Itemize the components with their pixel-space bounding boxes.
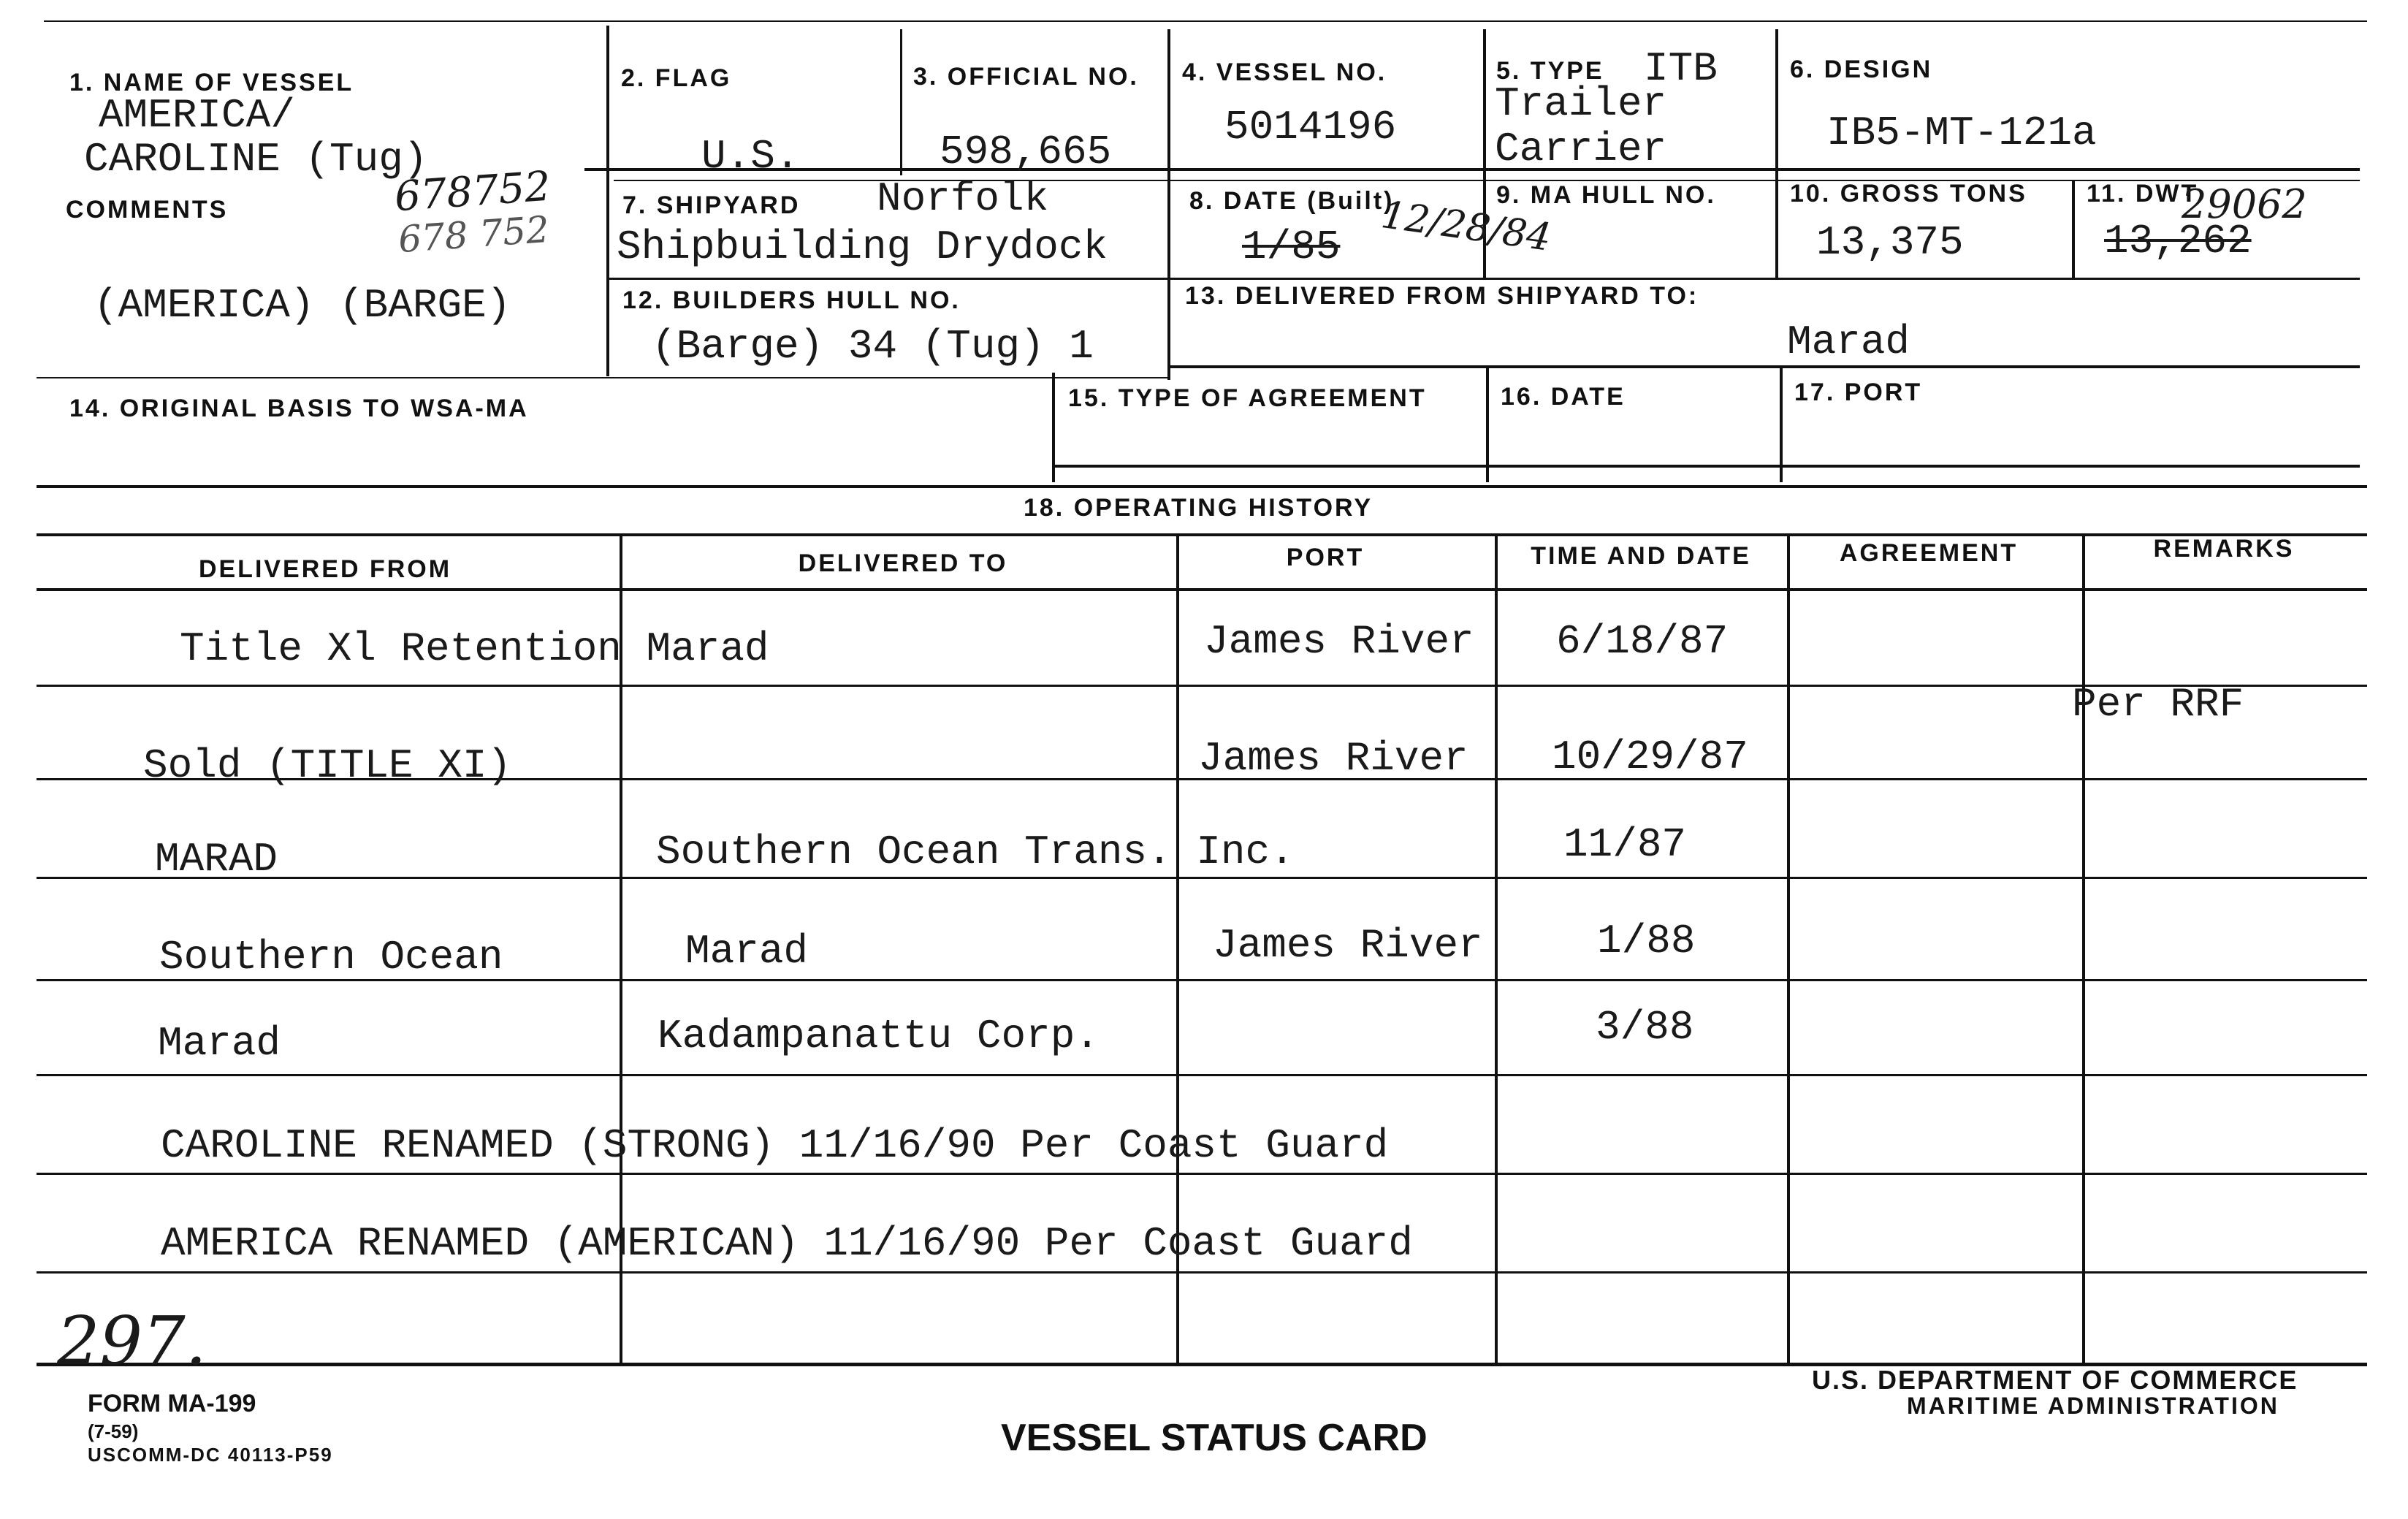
delivered-to-value: Marad xyxy=(1787,319,1910,365)
gross-tons-value: 13,375 xyxy=(1816,219,1964,266)
header-agreement: AGREEMENT xyxy=(1839,539,2019,567)
history-row-4-from: Southern Ocean xyxy=(159,934,503,981)
vrule-a xyxy=(606,26,609,376)
card-title: VESSEL STATUS CARD xyxy=(1001,1417,1428,1459)
flag-value: U.S. xyxy=(701,133,800,180)
history-row-1-port: James River xyxy=(1204,618,1474,665)
history-row-2-port: James River xyxy=(1198,735,1468,782)
header-delivered-from: DELIVERED FROM xyxy=(198,555,452,583)
rule-row4 xyxy=(37,485,2367,488)
date-built-handwritten: 12/28/84 xyxy=(1378,193,1554,260)
form-number: FORM MA-199 xyxy=(88,1390,256,1417)
builders-hull-no-value: (Barge) 34 (Tug) 1 xyxy=(652,323,1094,370)
comments-typed: (AMERICA) (BARGE) xyxy=(94,282,511,329)
rule-row1 xyxy=(584,168,2360,171)
rule-h5 xyxy=(37,1074,2367,1076)
header-delivered-to: DELIVERED TO xyxy=(798,549,1008,577)
vrule-b xyxy=(900,29,902,175)
history-row-2-remarks: Per RRF xyxy=(2072,681,2244,728)
label-type-of-agreement: 15. TYPE OF AGREEMENT xyxy=(1068,384,1427,412)
vrule-f xyxy=(2072,180,2075,278)
label-ma-hull-no: 9. MA HULL NO. xyxy=(1496,181,1716,209)
rule-h7 xyxy=(37,1271,2367,1274)
label-operating-history: 18. OPERATING HISTORY xyxy=(1023,494,1373,522)
label-shipyard: 7. SHIPYARD xyxy=(622,191,801,219)
label-vessel-no: 4. VESSEL NO. xyxy=(1182,58,1387,86)
history-row-5-to: Kadampanattu Corp. xyxy=(658,1013,1100,1059)
comments-handwritten-2: 678 752 xyxy=(397,208,551,262)
history-row-4-date: 1/88 xyxy=(1597,918,1696,964)
comments-handwritten-1: 678752 xyxy=(392,162,552,221)
rule-h3 xyxy=(37,877,2367,879)
form-uscomm: USCOMM-DC 40113-P59 xyxy=(88,1444,333,1466)
vessel-name-line1: AMERICA/ xyxy=(99,92,295,139)
label-official-no: 3. OFFICIAL NO. xyxy=(913,63,1139,91)
history-row-1-text: Title Xl Retention Marad xyxy=(180,625,769,672)
dwt-handwritten: 29062 xyxy=(2182,181,2307,227)
shipyard-line1: Norfolk xyxy=(877,175,1049,222)
vrule-hist-5 xyxy=(2082,533,2085,1366)
history-row-4-port: James River xyxy=(1213,922,1483,969)
vrule-g xyxy=(1052,373,1055,482)
label-design: 6. DESIGN xyxy=(1790,56,1933,83)
type-value-line1: ITB xyxy=(1644,45,1718,92)
history-row-2-text: Sold (TITLE XI) xyxy=(143,742,512,789)
history-row-5-date: 3/88 xyxy=(1596,1004,1694,1051)
top-rule xyxy=(44,20,2367,22)
vrule-i xyxy=(1780,365,1783,482)
rule-row2 xyxy=(606,278,2360,280)
vessel-name-line2: CAROLINE (Tug) xyxy=(84,136,428,183)
label-port: 17. PORT xyxy=(1794,378,1923,406)
history-row-1-date: 6/18/87 xyxy=(1556,618,1729,665)
vrule-hist-4 xyxy=(1787,533,1790,1366)
history-row-3-date: 11/87 xyxy=(1563,821,1687,868)
type-value-line2: Trailer xyxy=(1495,80,1667,127)
label-delivered-from-shipyard-to: 13. DELIVERED FROM SHIPYARD TO: xyxy=(1185,282,1699,310)
history-row-4-to: Marad xyxy=(685,928,809,975)
official-no-value: 598,665 xyxy=(940,129,1112,175)
label-date-built: 8. DATE (Built) xyxy=(1189,187,1395,215)
rule-row3-left xyxy=(37,377,1169,378)
vrule-c xyxy=(1167,29,1170,380)
rule-h1 xyxy=(37,685,2367,687)
rule-history-top xyxy=(37,533,2367,536)
form-revision: (7-59) xyxy=(88,1420,139,1442)
label-type: 5. TYPE xyxy=(1496,57,1604,85)
type-value-line3: Carrier xyxy=(1495,126,1667,172)
label-builders-hull-no: 12. BUILDERS HULL NO. xyxy=(622,286,961,314)
dwt-typed: 13,262 xyxy=(2104,218,2252,264)
history-row-3-to: Southern Ocean Trans. Inc. xyxy=(656,829,1295,875)
rule-history-header xyxy=(37,588,2367,591)
history-row-5-from: Marad xyxy=(158,1020,281,1067)
history-row-2-date: 10/29/87 xyxy=(1552,734,1748,780)
header-remarks: REMARKS xyxy=(2153,535,2295,563)
label-name-of-vessel: 1. NAME OF VESSEL xyxy=(69,69,354,96)
label-dwt: 11. DWT xyxy=(2087,180,2199,208)
date-built-typed: 1/85 xyxy=(1242,224,1341,270)
history-row-3-from: MARAD xyxy=(155,836,278,883)
rule-row4-right xyxy=(1052,465,2360,468)
design-value: IB5-MT-121a xyxy=(1826,110,2097,156)
agency-name: MARITIME ADMINISTRATION xyxy=(1907,1393,2279,1419)
header-time-and-date: TIME AND DATE xyxy=(1531,542,1751,570)
vrule-e xyxy=(1775,29,1778,278)
vessel-no-value: 5014196 xyxy=(1224,104,1397,151)
department-name: U.S. DEPARTMENT OF COMMERCE xyxy=(1812,1365,2298,1395)
vrule-hist-3 xyxy=(1495,533,1498,1366)
label-date: 16. DATE xyxy=(1501,383,1626,411)
label-gross-tons: 10. GROSS TONS xyxy=(1790,180,2027,208)
header-port: PORT xyxy=(1286,544,1365,571)
shipyard-line2: Shipbuilding Drydock xyxy=(617,224,1108,270)
vrule-h xyxy=(1486,365,1489,482)
label-flag: 2. FLAG xyxy=(621,64,732,92)
history-row-6-text: CAROLINE RENAMED (STRONG) 11/16/90 Per Coast Guard xyxy=(161,1122,1389,1169)
label-original-basis: 14. ORIGINAL BASIS TO WSA-MA xyxy=(69,395,529,422)
rule-h6 xyxy=(37,1173,2367,1175)
history-row-7-text: AMERICA RENAMED (AMERICAN) 11/16/90 Per Coast Guard xyxy=(161,1220,1413,1267)
page-number-handwritten: 297. xyxy=(57,1302,207,1380)
rule-row3-right xyxy=(1169,365,2360,368)
label-comments: COMMENTS xyxy=(66,196,229,224)
